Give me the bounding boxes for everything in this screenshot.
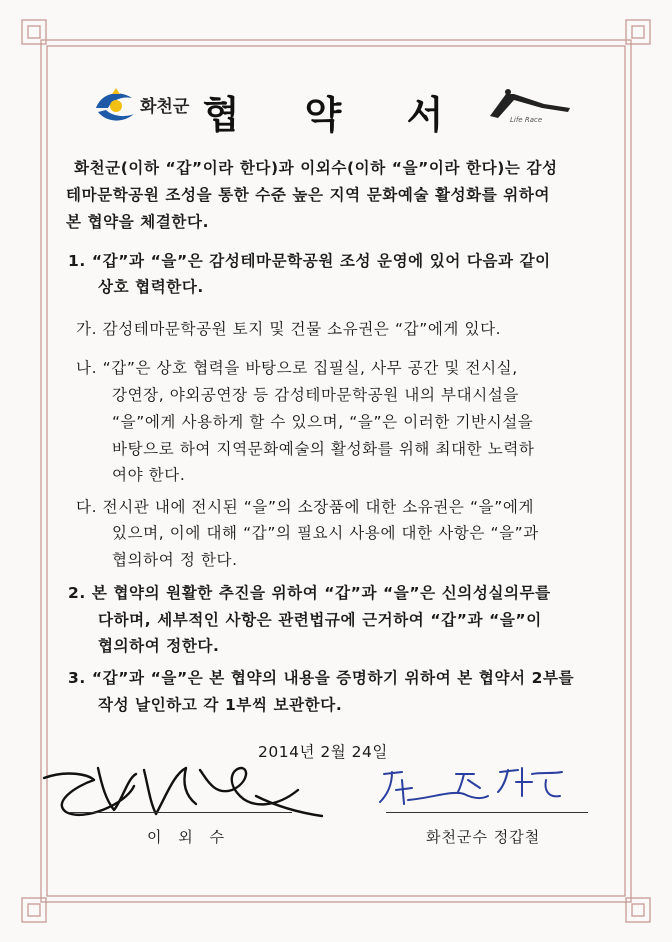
item-line: 가. 감성테마문학공원 토지 및 건물 소유권은 “갑”에게 있다. [76,320,502,338]
page-title: 협 약 서 [202,92,470,137]
partner-logo-caption: Life Race [510,116,543,124]
item-line: 나. “갑”은 상호 협력을 바탕으로 집필실, 사무 공간 및 전시실, [76,359,518,377]
item-line: 바탕으로 하여 지역문화예술의 활성화를 위해 최대한 노력하 [112,440,535,458]
item-line: 있으며, 이에 대해 “갑”의 필요시 사용에 대한 사항은 “을”과 [112,524,539,542]
left-signature-icon [36,756,336,826]
article-line: 3. “갑”과 “을”은 본 협약의 내용을 증명하기 위하여 본 협약서 2부를 [68,669,575,687]
article-line: 협의하여 정한다. [98,637,220,655]
right-signatory-name: 화천군수 정갑철 [426,828,541,846]
left-signature-line [70,812,292,813]
article-line: 1. “갑”과 “을”은 감성테마문학공원 조성 운영에 있어 다음과 같이 [68,252,551,270]
item-line: “을”에게 사용하게 할 수 있으며, “을”은 이러한 기반시설을 [112,413,534,431]
article-line: 상호 협력한다. [98,278,204,296]
preamble-line: 화천군(이하 “갑”이라 한다)과 이외수(이하 “을”이라 한다)는 감성 [74,159,558,177]
item-line: 강연장, 야외공연장 등 감성테마문학공원 내의 부대시설을 [112,386,519,404]
preamble-line: 본 협약을 체결한다. [66,213,210,231]
left-signatory-name: 이 외 수 [147,828,231,846]
preamble-line: 테마문학공원 조성을 통한 수준 높은 지역 문화예술 활성화를 위하여 [66,186,551,204]
org-name: 화천군 [140,97,190,117]
item-line: 다. 전시관 내에 전시된 “을”의 소장품에 대한 소유권은 “을”에게 [76,498,535,516]
agreement-date: 2014년 2월 24일 [258,743,388,761]
right-signature-icon [372,760,582,816]
article-line: 다하며, 세부적인 사항은 관련법규에 근거하여 “갑”과 “을”이 [98,611,542,629]
item-line: 여야 한다. [112,466,186,484]
right-signature-line [386,812,588,813]
article-line: 작성 날인하고 각 1부씩 보관한다. [98,696,343,714]
article-line: 2. 본 협약의 원활한 추진을 위하여 “갑”과 “을”은 신의성실의무를 [68,584,551,602]
item-line: 협의하여 정 한다. [112,551,238,569]
